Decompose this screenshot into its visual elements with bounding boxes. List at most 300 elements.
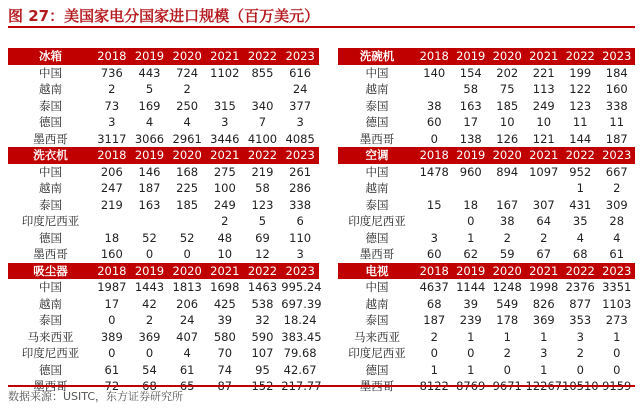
value-cell [489,180,526,197]
year-header: 2018 [93,147,131,164]
value-cell: 87 [217,379,233,393]
value-cell: 39 [463,296,479,311]
value-cell: 286 [289,181,312,195]
value-cell: 1998 [529,280,559,294]
table-row [338,197,635,214]
section-header-row [338,263,635,280]
country-name: 中国 [365,280,389,294]
value-cell: 338 [289,197,312,212]
value-cell: 383.45 [281,329,322,344]
year-header: 2023 [281,263,319,280]
table-row [338,312,635,329]
section-header-row [8,147,319,164]
value-cell: 11 [609,115,625,129]
value-cell: 18 [463,197,479,212]
value-cell: 3 [296,115,304,129]
value-cell: 3 [576,329,584,344]
country-name: 墨西哥 [33,379,68,393]
value-cell [416,81,453,98]
year-header: 2020 [168,48,206,65]
value-cell: 0 [108,346,116,360]
value-cell [453,180,490,197]
value-cell: 389 [100,329,123,344]
year-header: 2021 [206,263,244,280]
value-cell: 38 [426,98,442,113]
section-header-row [338,147,635,164]
value-cell: 1 [430,362,438,377]
table-row [338,131,635,148]
year-header: 2022 [244,48,282,65]
value-cell: 42 [142,296,157,311]
value-cell: 61 [179,362,195,377]
value-cell: 407 [176,329,199,344]
value-cell: 995.24 [281,280,322,294]
value-cell: 4085 [285,131,315,146]
country-name: 泰国 [365,313,389,327]
value-cell: 17 [104,296,120,311]
value-cell: 1987 [97,280,127,294]
table-row [338,362,635,379]
value-cell: 110 [289,230,312,245]
value-cell: 616 [289,65,312,80]
year-header: 2021 [206,48,244,65]
country-name: 德国 [365,230,389,245]
value-cell: 68 [426,296,442,311]
value-cell: 7 [258,115,267,129]
value-cell: 42.67 [283,362,317,377]
value-cell: 28 [609,214,625,228]
table-row [8,180,319,197]
value-cell: 48 [217,230,233,245]
value-cell: 1 [576,181,584,195]
value-cell: 736 [100,65,123,80]
value-cell: 1097 [529,164,559,179]
value-cell: 2 [108,82,116,96]
section-header-row [338,48,635,65]
table-row [8,197,319,214]
value-cell: 2 [503,230,511,245]
value-cell: 62 [463,247,479,261]
value-cell: 3 [296,247,304,261]
value-cell: 952 [569,164,592,179]
value-cell: 3117 [97,131,127,146]
value-cell: 146 [138,164,161,179]
value-cell: 58 [255,181,270,195]
year-header: 2018 [416,147,453,164]
value-cell [206,81,244,98]
section-header-row [8,48,319,65]
value-cell: 894 [496,164,519,179]
value-cell: 24 [179,313,195,327]
year-header: 2020 [489,48,526,65]
value-cell: 247 [100,181,123,195]
section-name: 吸尘器 [8,263,93,280]
value-cell: 122 [569,82,592,96]
value-cell: 160 [100,247,123,261]
value-cell: 35 [572,214,588,228]
country-name: 越南 [39,181,62,195]
value-cell: 340 [251,98,274,113]
value-cell: 369 [532,313,555,327]
value-cell: 73 [104,98,120,113]
table-row [8,230,319,247]
value-cell [416,213,453,230]
table-row [338,65,635,82]
value-cell: 219 [251,164,274,179]
value-cell: 239 [459,313,482,327]
value-cell: 2376 [565,280,595,294]
value-cell: 1 [467,329,475,344]
value-cell: 275 [213,164,236,179]
value-cell: 61 [104,362,120,377]
value-cell: 353 [569,313,592,327]
value-cell: 2 [613,181,621,195]
value-cell [168,213,206,230]
value-cell: 206 [176,296,199,311]
value-cell: 250 [176,98,199,113]
value-cell: 219 [100,197,123,212]
value-cell: 225 [176,181,199,195]
value-cell [244,81,282,98]
value-cell: 0 [503,362,511,377]
value-cell: 667 [605,164,628,179]
country-name: 德国 [365,115,389,129]
table-row [8,164,319,181]
table-row [338,296,635,313]
year-header: 2022 [562,147,599,164]
value-cell: 697.39 [281,296,322,311]
value-cell: 1813 [172,280,202,294]
value-cell: 1 [467,230,475,245]
country-name: 中国 [39,164,62,179]
table-row [338,114,635,131]
value-cell: 4 [145,115,154,129]
value-cell: 3 [221,115,229,129]
table-row [8,81,319,98]
country-name: 德国 [39,230,62,245]
value-cell: 24 [292,82,308,96]
value-cell: 4100 [247,131,278,146]
country-name: 印度尼西亚 [21,346,80,360]
left-table [8,48,322,395]
value-cell: 72 [104,379,120,393]
value-cell: 160 [605,82,628,96]
value-cell: 315 [213,98,236,113]
value-cell: 538 [251,296,274,311]
value-cell: 184 [605,65,628,80]
value-cell: 2 [183,82,191,96]
country-name: 德国 [365,362,389,377]
value-cell: 52 [142,230,157,245]
table-row [8,362,319,379]
table-row [8,114,319,131]
value-cell: 199 [569,65,592,80]
year-header: 2018 [93,48,131,65]
value-cell: 58 [463,82,479,96]
value-cell: 32 [255,313,270,327]
year-header: 2021 [526,263,563,280]
value-cell: 2 [145,313,154,327]
table-row [8,345,319,362]
value-cell: 121 [532,131,555,146]
value-cell: 1103 [602,296,632,311]
country-name: 越南 [39,82,62,96]
value-cell: 580 [213,329,236,344]
value-cell: 590 [251,329,274,344]
value-cell: 2 [576,346,584,360]
table-row [338,213,635,230]
section-name: 洗碗机 [338,48,416,65]
value-cell: 68 [142,379,157,393]
value-cell: 187 [138,181,161,195]
value-cell: 69 [255,230,270,245]
table-row [8,131,319,148]
table-row [338,329,635,346]
value-cell: 11 [572,115,588,129]
country-name: 越南 [365,181,389,195]
year-header: 2018 [93,263,131,280]
year-header: 2019 [131,147,169,164]
source-note: 数据来源：USITC，东方证券研究所 [8,385,635,407]
value-cell: 8122 [419,379,449,393]
country-name: 越南 [39,296,62,311]
year-header: 2023 [599,147,636,164]
value-cell: 3446 [210,131,240,146]
value-cell: 39 [217,313,233,327]
value-cell: 178 [496,313,519,327]
value-cell: 12 [255,247,270,261]
value-cell: 309 [605,197,628,212]
value-cell: 249 [532,98,555,113]
year-header: 2022 [562,263,599,280]
year-header: 2021 [526,147,563,164]
table-row [338,98,635,115]
country-name: 马来西亚 [354,329,400,344]
value-cell: 0 [613,362,621,377]
value-cell: 100 [213,181,236,195]
value-cell: 79.68 [283,346,317,360]
value-cell: 52 [179,230,195,245]
country-name: 泰国 [39,98,62,113]
value-cell: 0 [467,346,475,360]
value-cell: 826 [532,296,555,311]
value-cell: 126 [496,131,519,146]
table-row [338,230,635,247]
value-cell: 4637 [419,280,449,294]
value-cell: 724 [176,65,199,80]
year-header: 2018 [416,48,453,65]
year-header: 2022 [562,48,599,65]
value-cell: 1144 [456,280,486,294]
value-cell [416,180,453,197]
table-row [8,98,319,115]
table-row [338,180,635,197]
value-cell: 152 [251,379,274,393]
value-cell: 185 [176,197,199,212]
value-cell: 960 [459,164,482,179]
value-cell: 8769 [456,379,486,393]
year-header: 2020 [489,263,526,280]
value-cell: 1248 [492,280,522,294]
country-name: 墨西哥 [359,131,395,146]
value-cell: 67 [536,247,552,261]
value-cell: 0 [430,346,438,360]
year-header: 2020 [168,263,206,280]
value-cell: 249 [213,197,236,212]
value-cell: 443 [138,65,161,80]
table-row [8,329,319,346]
value-cell: 17 [463,115,479,129]
value-cell [526,180,563,197]
value-cell: 15 [426,197,442,212]
value-cell: 70 [217,346,233,360]
value-cell: 3 [540,346,548,360]
value-cell: 75 [499,82,515,96]
value-cell: 206 [100,164,123,179]
value-cell: 3351 [602,280,632,294]
value-cell: 185 [496,98,519,113]
value-cell: 113 [532,82,555,96]
value-cell: 2 [430,329,438,344]
table-row [338,246,635,263]
value-cell: 307 [532,197,555,212]
value-cell: 1 [613,329,621,344]
value-cell: 4 [183,346,191,360]
value-cell: 9159 [602,379,632,393]
year-header: 2023 [281,147,319,164]
year-header: 2019 [453,48,490,65]
value-cell: 163 [138,197,161,212]
value-cell: 855 [251,65,274,80]
value-cell: 144 [569,131,592,146]
value-cell: 0 [467,214,475,228]
section-name: 冰箱 [8,48,93,65]
country-name: 泰国 [39,197,62,212]
value-cell: 9671 [492,379,522,393]
value-cell: 5 [258,214,267,228]
value-cell: 2 [503,346,511,360]
value-cell: 1 [467,362,475,377]
value-cell: 10 [536,115,552,129]
value-cell: 168 [176,164,199,179]
country-name: 墨西哥 [359,247,395,261]
section-name: 空调 [338,147,416,164]
value-cell: 65 [179,379,195,393]
section-name: 洗衣机 [8,147,93,164]
country-name: 泰国 [365,197,389,212]
value-cell: 0 [145,346,154,360]
year-header: 2021 [526,48,563,65]
value-cell: 54 [142,362,157,377]
country-name: 墨西哥 [359,379,395,393]
value-cell: 6 [296,214,304,228]
section-header-row [8,263,319,280]
value-cell: 377 [289,98,312,113]
value-cell: 549 [496,296,519,311]
value-cell [131,213,169,230]
value-cell: 12267 [525,379,563,393]
country-name: 越南 [365,296,389,311]
value-cell: 38 [499,214,515,228]
country-name: 中国 [39,280,62,294]
year-header: 2023 [281,48,319,65]
value-cell: 2 [221,214,229,228]
value-cell: 3 [108,115,116,129]
value-cell: 0 [430,131,438,146]
value-cell: 10 [217,247,233,261]
value-cell: 74 [217,362,233,377]
table-row [8,296,319,313]
value-cell: 338 [605,98,628,113]
value-cell: 1 [503,329,511,344]
right-table [338,48,635,395]
value-cell: 18.24 [283,313,317,327]
value-cell: 4 [576,230,584,245]
right-table-panel [338,48,635,395]
year-header: 2019 [131,263,169,280]
year-header: 2022 [244,147,282,164]
country-name: 泰国 [39,313,62,327]
table-row [8,65,319,82]
value-cell: 0 [145,247,154,261]
value-cell: 10 [499,115,515,129]
value-cell: 1463 [247,280,278,294]
value-cell: 1102 [210,65,240,80]
year-header: 2022 [244,263,282,280]
value-cell: 1443 [134,280,165,294]
value-cell: 169 [138,98,161,113]
value-cell: 4 [183,115,191,129]
value-cell: 431 [569,197,592,212]
value-cell: 60 [426,247,442,261]
value-cell: 10510 [562,379,599,393]
value-cell: 5 [145,82,154,96]
table-row [8,312,319,329]
value-cell: 0 [576,362,584,377]
value-cell: 1 [540,329,548,344]
country-name: 中国 [365,65,389,80]
year-header: 2023 [599,263,636,280]
country-name: 墨西哥 [33,131,68,146]
value-cell: 59 [499,247,515,261]
year-header: 2019 [453,263,490,280]
value-cell: 187 [605,131,628,146]
table-row [8,213,319,230]
value-cell: 68 [572,247,588,261]
country-name: 印度尼西亚 [348,346,406,360]
value-cell: 261 [289,164,312,179]
year-header: 2019 [453,147,490,164]
value-cell: 123 [251,197,274,212]
table-row [338,345,635,362]
value-cell: 273 [605,313,628,327]
value-cell: 3066 [134,131,165,146]
country-name: 马来西亚 [27,329,74,344]
section-name: 电视 [338,263,416,280]
country-name: 印度尼西亚 [348,214,406,228]
value-cell: 95 [255,362,270,377]
country-name: 印度尼西亚 [21,214,80,228]
value-cell: 18 [104,230,120,245]
table-row [338,164,635,181]
value-cell: 217.77 [281,379,322,393]
value-cell: 1698 [210,280,240,294]
value-cell: 425 [213,296,236,311]
table-row [8,246,319,263]
year-header: 2023 [599,48,636,65]
value-cell: 0 [613,346,621,360]
country-name: 德国 [39,362,62,377]
